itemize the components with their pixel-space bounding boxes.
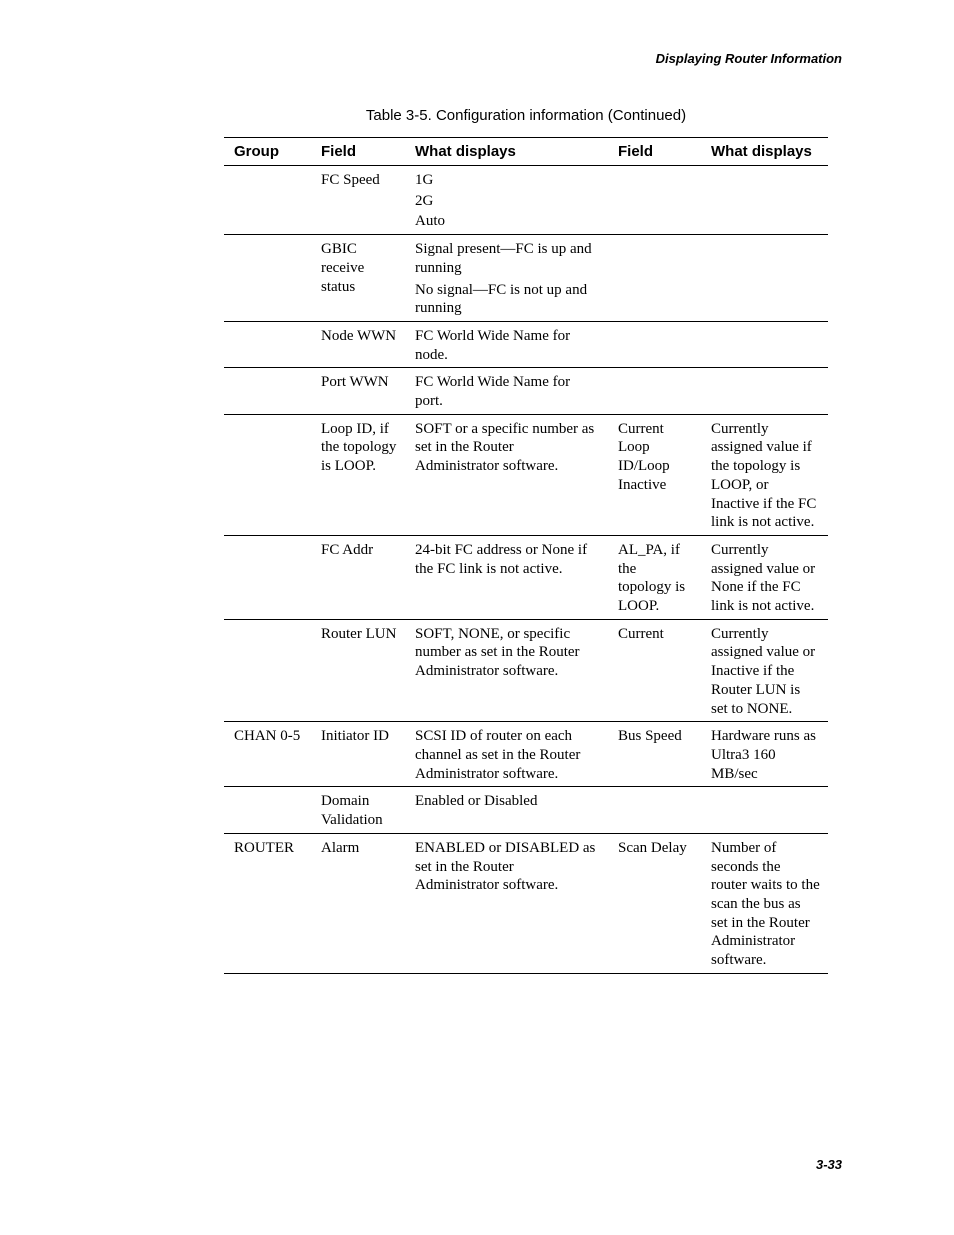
table-row — [224, 787, 828, 833]
cell-field: GBIC receive status — [321, 241, 365, 295]
column-header-what-displays: What displays — [415, 143, 516, 160]
cell-field: Node WWN — [321, 327, 397, 344]
cell-group — [224, 787, 311, 832]
table-row — [224, 834, 828, 974]
cell-what-displays: ENABLED or DISABLED as set in the Router Administrator software. — [415, 839, 596, 894]
cell-group: ROUTER — [234, 839, 294, 856]
cell-what-displays: FC World Wide Name for port. — [415, 374, 571, 410]
cell-what-displays — [405, 166, 608, 234]
cell-what-displays: SOFT, NONE, or specific number as set in the Router Administrator software. — [415, 625, 580, 680]
cell-group — [224, 166, 311, 234]
cell-field: Router LUN — [321, 625, 397, 642]
cell-line: 1G — [415, 172, 434, 188]
cell-what-displays-2: Currently assigned value or None if the FC link is not active. — [711, 541, 816, 615]
running-header: Displaying Router Information — [655, 51, 842, 66]
cell-what-displays — [405, 235, 608, 321]
cell-what-displays-2 — [701, 166, 828, 234]
table-row — [224, 368, 828, 414]
cell-group — [224, 415, 311, 535]
cell-group: CHAN 0-5 — [234, 728, 301, 745]
cell-what-displays-2 — [701, 368, 828, 413]
cell-field: Port WWN — [321, 374, 389, 391]
cell-what-displays-2: Hardware runs as Ultra3 160 MB/sec — [711, 728, 816, 782]
cell-field-2 — [608, 235, 701, 321]
cell-paragraph: No signal—FC is not up and running — [415, 281, 588, 317]
table-row — [224, 235, 828, 322]
cell-field: Domain Validation — [321, 793, 383, 829]
cell-field-2: Current Loop ID/Loop Inactive — [618, 420, 670, 493]
cell-field-2: AL_PA, if the topology is LOOP. — [618, 541, 686, 615]
page-number: 3-33 — [815, 1157, 842, 1172]
column-header-field-2: Field — [618, 143, 654, 160]
table-caption: Table 3-5. Configuration information (Continued) — [365, 107, 687, 124]
table-header-row — [224, 138, 828, 166]
table-row — [224, 322, 828, 368]
cell-group — [224, 322, 311, 367]
cell-field-2 — [608, 787, 701, 832]
cell-field-2 — [608, 368, 701, 413]
cell-field: FC Speed — [321, 172, 380, 188]
cell-what-displays: SOFT or a specific number as set in the Router Administrator software. — [415, 420, 595, 475]
column-header-group: Group — [234, 143, 279, 160]
cell-what-displays-2 — [701, 787, 828, 832]
cell-field-2: Scan Delay — [618, 839, 687, 856]
table-row — [224, 415, 828, 536]
cell-what-displays-2 — [701, 322, 828, 367]
cell-field-2: Current — [618, 625, 664, 642]
cell-what-displays: 24-bit FC address or None if the FC link is not active. — [415, 541, 588, 577]
cell-group — [224, 620, 311, 722]
cell-group — [224, 536, 311, 619]
cell-what-displays-2: Currently assigned value if the topology is LOOP, or Inactive if the FC link is not active. — [711, 420, 817, 531]
cell-line: 2G — [415, 192, 434, 209]
cell-field: FC Addr — [321, 541, 374, 558]
table-row — [224, 722, 828, 787]
cell-what-displays-2: Currently assigned value or Inactive if the Router LUN is set to NONE. — [711, 625, 816, 717]
table-row — [224, 620, 828, 723]
table-row — [224, 166, 828, 235]
table-row — [224, 536, 828, 620]
cell-field: Loop ID, if the topology is LOOP. — [321, 420, 397, 475]
cell-what-displays: SCSI ID of router on each channel as set in the Router Administrator software. — [415, 728, 581, 782]
configuration-table — [224, 137, 828, 974]
cell-group — [224, 235, 311, 321]
cell-field-2 — [608, 322, 701, 367]
cell-field: Initiator ID — [321, 728, 389, 745]
cell-what-displays-2 — [701, 235, 828, 321]
cell-what-displays: Enabled or Disabled — [415, 793, 538, 810]
cell-line: Auto — [415, 213, 445, 230]
cell-paragraph: Signal present—FC is up and running — [415, 241, 592, 276]
cell-field-2: Bus Speed — [618, 728, 682, 745]
cell-what-displays: FC World Wide Name for node. — [415, 327, 571, 363]
column-header-what-displays-2: What displays — [711, 143, 812, 160]
cell-field: Alarm — [321, 839, 360, 856]
column-header-field: Field — [321, 143, 357, 160]
cell-what-displays-2: Number of seconds the router waits to the scan the bus as set in the Router Administrator software. — [711, 839, 820, 969]
cell-field-2 — [608, 166, 701, 234]
cell-group — [224, 368, 311, 413]
